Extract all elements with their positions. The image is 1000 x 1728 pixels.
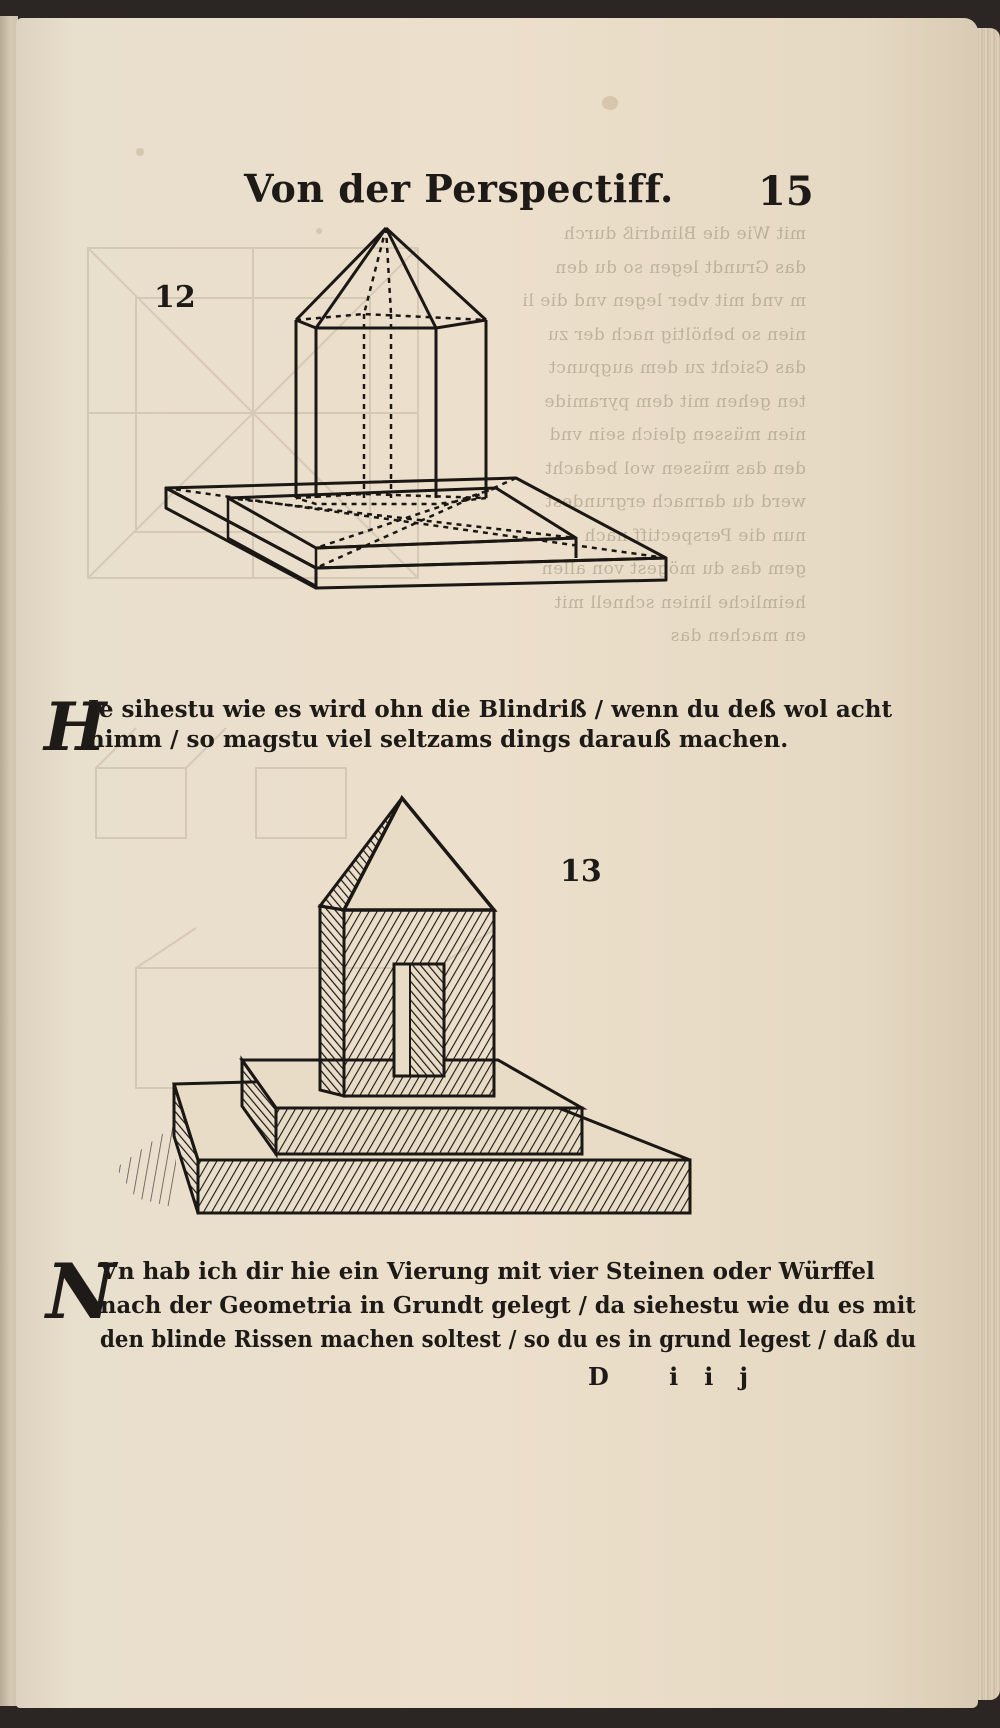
paragraph-1-line: Je sihestu wie es wird ohn die Blindriß / wenn du deß wol acht	[88, 696, 893, 723]
bleed-through-text: mit Wie die Blindriß durch das Grundt legen so du den m vnd mit vber legen vnd die li nien so behöltig nach der zu das Gsicht zu dem augpunct ten gehen mit dem pyramide nien müssen gleich sein vnd den das müssen wol bedacht werd du darnach ergrundest nun die Perspectiff nach gem das du mögest von allen heimliche linien schnell mit en machen das	[521, 224, 806, 646]
stain	[602, 96, 618, 110]
paragraph-1-line: nimm / so magstu viel seltzams dings darauß machen.	[88, 726, 789, 753]
signature-mark: D iij	[588, 1362, 775, 1391]
paragraph-2-line: den blinde Rissen machen soltest / so du es in grund legest / daß du	[100, 1326, 917, 1353]
paragraph-2-initial: N	[46, 1247, 116, 1336]
paragraph-2-line: Vn hab ich dir hie ein Vierung mit vier Steinen oder Würffel	[100, 1258, 875, 1285]
stain	[136, 148, 144, 156]
figure-number-13: 13	[560, 854, 602, 889]
figure-13-block-house-diagram	[106, 778, 706, 1238]
figure-number-12: 12	[154, 280, 196, 315]
paragraph-1-initial: H	[44, 688, 107, 766]
paragraph-2-line: nach der Geometria in Grundt gelegt / da siehestu wie du es mit	[100, 1292, 916, 1319]
figure-12-prism-diagram	[136, 208, 676, 668]
book-page	[16, 18, 978, 1708]
page-title: Von der Perspectiff.	[244, 166, 674, 211]
page-number: 15	[758, 168, 814, 215]
